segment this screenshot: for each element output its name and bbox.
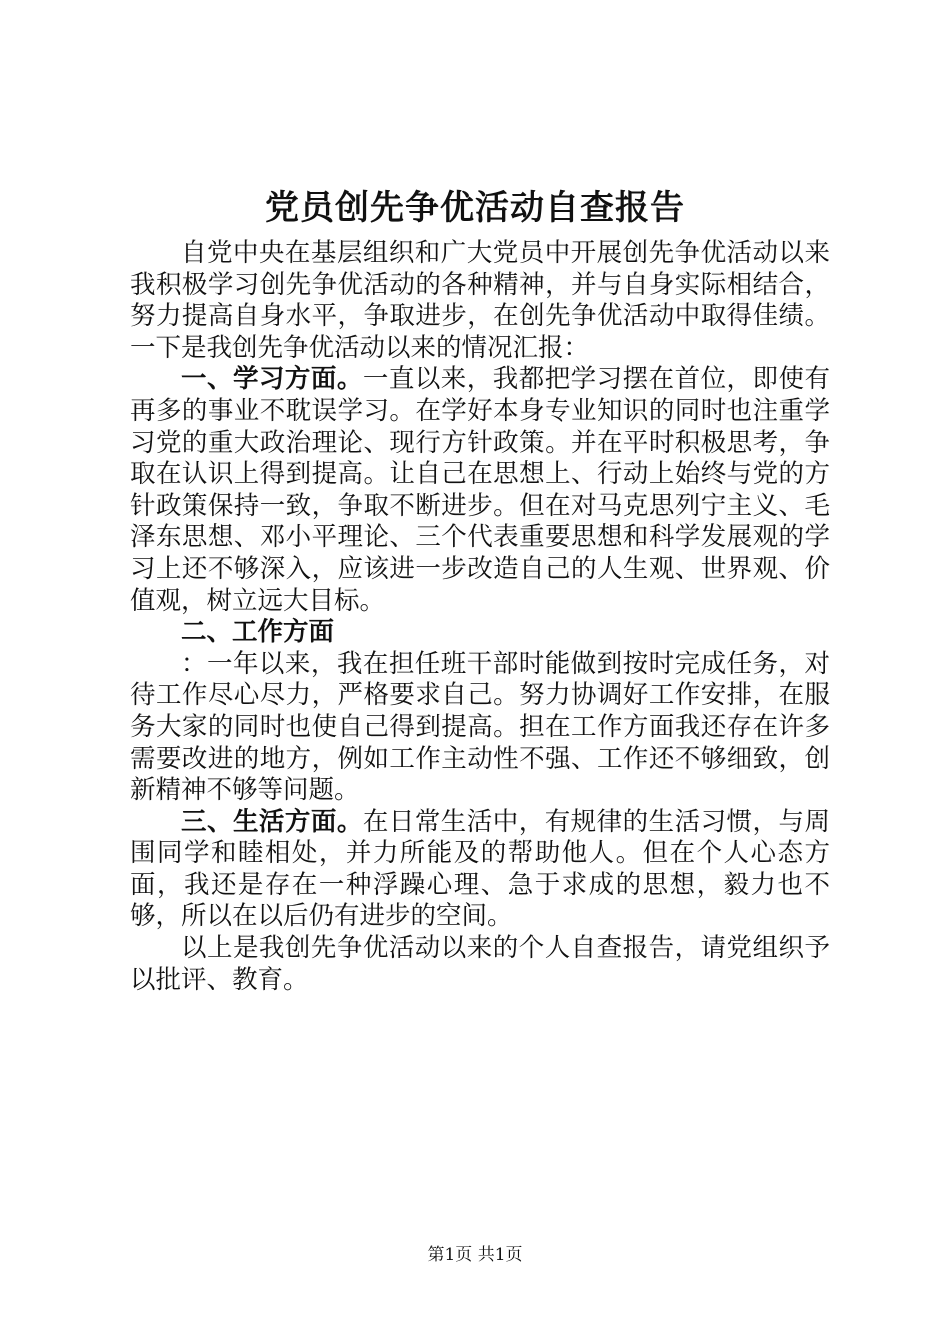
work-paragraph: ：一年以来，我在担任班干部时能做到按时完成任务，对待工作尽心尽力，严格要求自己。努力协调好工作安排，在服务大家的同时也使自己得到提高。担在工作方面我还存在许多需要改进的地方，例如工作主动性不强、工作还不够细致，创新精神不够等问题。 [130,648,830,806]
intro-paragraph: 自党中央在基层组织和广大党员中开展创先争优活动以来我积极学习创先争优活动的各种精神，并与自身实际相结合，努力提高自身水平，争取进步，在创先争优活动中取得佳绩。一下是我创先争优活动以来的情况汇报： [130,238,830,363]
life-heading: 三、生活方面。 [181,806,363,837]
life-paragraph [130,807,830,933]
work-heading: 二、工作方面 [181,617,335,648]
study-heading: 一、学习方面。 [181,364,363,395]
page-footer: 第1页 共1页 [427,1245,523,1265]
life-text: 在日常生活中，有规律的生活习惯，与周围同学和睦相处，并力所能及的帮助他人。但在个人心态方面，我还是存在一种浮躁心理、急于求成的思想，毅力也不够，所以在以后仍有进步的空间。 [130,806,830,932]
study-paragraph [130,364,830,617]
closing-paragraph: 以上是我创先争优活动以来的个人自查报告，请党组织予以批评、教育。 [130,933,830,995]
document-title: 党员创先争优活动自查报告 [265,188,685,228]
document-body [130,238,830,996]
study-text: 一直以来，我都把学习摆在首位，即使有再多的事业不耽误学习。在学好本身专业知识的同时也注重学习党的重大政治理论、现行方针政策。并在平时积极思考，争取在认识上得到提高。让自己在思想上、行动上始终与党的方针政策保持一致，争取不断进步。但在对马克思列宁主义、毛泽东思想、邓小平理论、三个代表重要思想和科学发展观的学习上还不够深入，应该进一步改造自己的人生观、世界观、价值观，树立远大目标。 [130,364,830,616]
